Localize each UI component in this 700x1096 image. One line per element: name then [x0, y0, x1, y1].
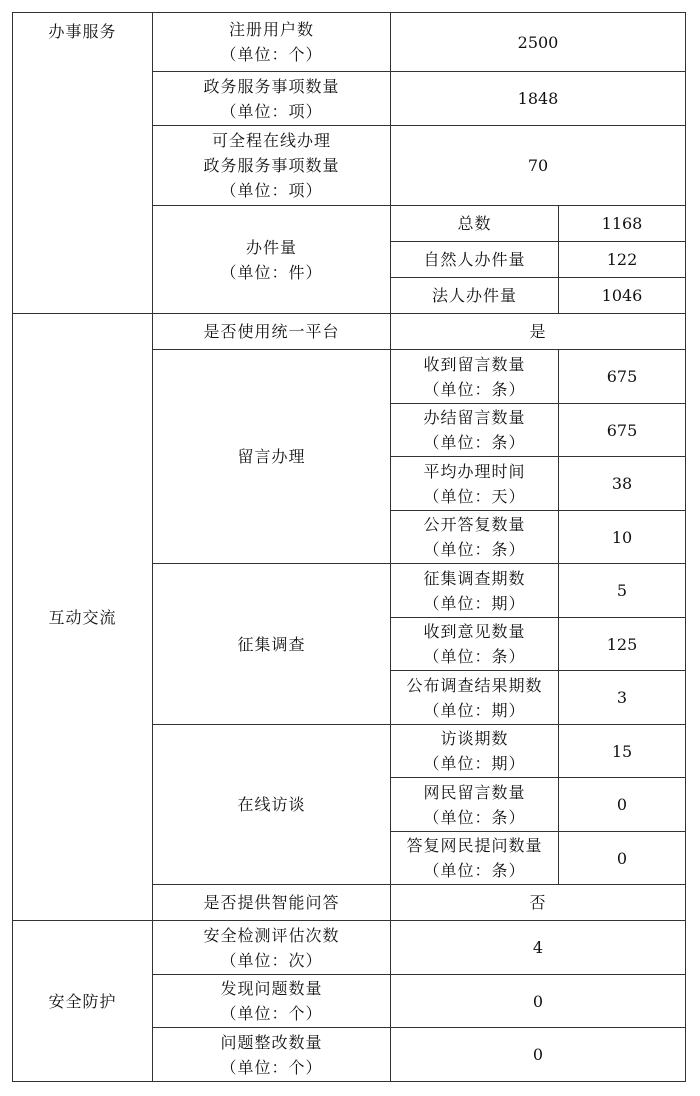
- value-service-items: 1848: [391, 72, 686, 126]
- value-handled-legal: 1046: [559, 278, 686, 314]
- value-handled-natural: 122: [559, 242, 686, 278]
- label-issues-fixed: 问题整改数量 （单位：个）: [153, 1028, 391, 1082]
- label-msg-received: 收到留言数量 （单位：条）: [391, 350, 559, 404]
- label-survey-periods: 征集调查期数 （单位：期）: [391, 564, 559, 618]
- value-interview-messages: 0: [559, 778, 686, 832]
- value-online-items: 70: [391, 126, 686, 206]
- label-survey: 征集调查: [153, 564, 391, 725]
- table-row: [13, 921, 686, 975]
- value-registered-users: 2500: [391, 13, 686, 72]
- value-smart-qa: 否: [391, 885, 686, 921]
- label-online-items: 可全程在线办理 政务服务事项数量 （单位：项）: [153, 126, 391, 206]
- label-interview-periods: 访谈期数 （单位：期）: [391, 725, 559, 778]
- value-issues-found: 0: [391, 975, 686, 1028]
- label-service-items: 政务服务事项数量 （单位：项）: [153, 72, 391, 126]
- table-row: [13, 13, 686, 72]
- label-survey-results: 公布调查结果期数 （单位：期）: [391, 671, 559, 725]
- label-handled-total: 总数: [391, 206, 559, 242]
- value-msg-avg-time: 38: [559, 457, 686, 511]
- label-msg-public-reply: 公开答复数量 （单位：条）: [391, 511, 559, 564]
- value-security-checks: 4: [391, 921, 686, 975]
- table-row: [13, 314, 686, 350]
- label-survey-opinions: 收到意见数量 （单位：条）: [391, 618, 559, 671]
- label-msg-completed: 办结留言数量 （单位：条）: [391, 404, 559, 457]
- value-survey-opinions: 125: [559, 618, 686, 671]
- value-interview-periods: 15: [559, 725, 686, 778]
- value-survey-periods: 5: [559, 564, 686, 618]
- category-interaction: 互动交流: [13, 314, 153, 921]
- value-interview-replies: 0: [559, 832, 686, 885]
- label-handled-legal: 法人办件量: [391, 278, 559, 314]
- value-issues-fixed: 0: [391, 1028, 686, 1082]
- label-interview-replies: 答复网民提问数量 （单位：条）: [391, 832, 559, 885]
- category-service: 办事服务: [13, 13, 153, 314]
- value-survey-results: 3: [559, 671, 686, 725]
- value-msg-public-reply: 10: [559, 511, 686, 564]
- value-handled-total: 1168: [559, 206, 686, 242]
- label-security-checks: 安全检测评估次数 （单位：次）: [153, 921, 391, 975]
- value-unified-platform: 是: [391, 314, 686, 350]
- label-interview-messages: 网民留言数量 （单位：条）: [391, 778, 559, 832]
- label-unified-platform: 是否使用统一平台: [153, 314, 391, 350]
- category-security: 安全防护: [13, 921, 153, 1082]
- value-msg-completed: 675: [559, 404, 686, 457]
- label-messages: 留言办理: [153, 350, 391, 564]
- value-msg-received: 675: [559, 350, 686, 404]
- label-msg-avg-time: 平均办理时间 （单位：天）: [391, 457, 559, 511]
- label-handled: 办件量 （单位：件）: [153, 206, 391, 314]
- statistics-table: [12, 12, 686, 1082]
- label-issues-found: 发现问题数量 （单位：个）: [153, 975, 391, 1028]
- label-interview: 在线访谈: [153, 725, 391, 885]
- label-smart-qa: 是否提供智能问答: [153, 885, 391, 921]
- label-handled-natural: 自然人办件量: [391, 242, 559, 278]
- label-registered-users: 注册用户数 （单位：个）: [153, 13, 391, 72]
